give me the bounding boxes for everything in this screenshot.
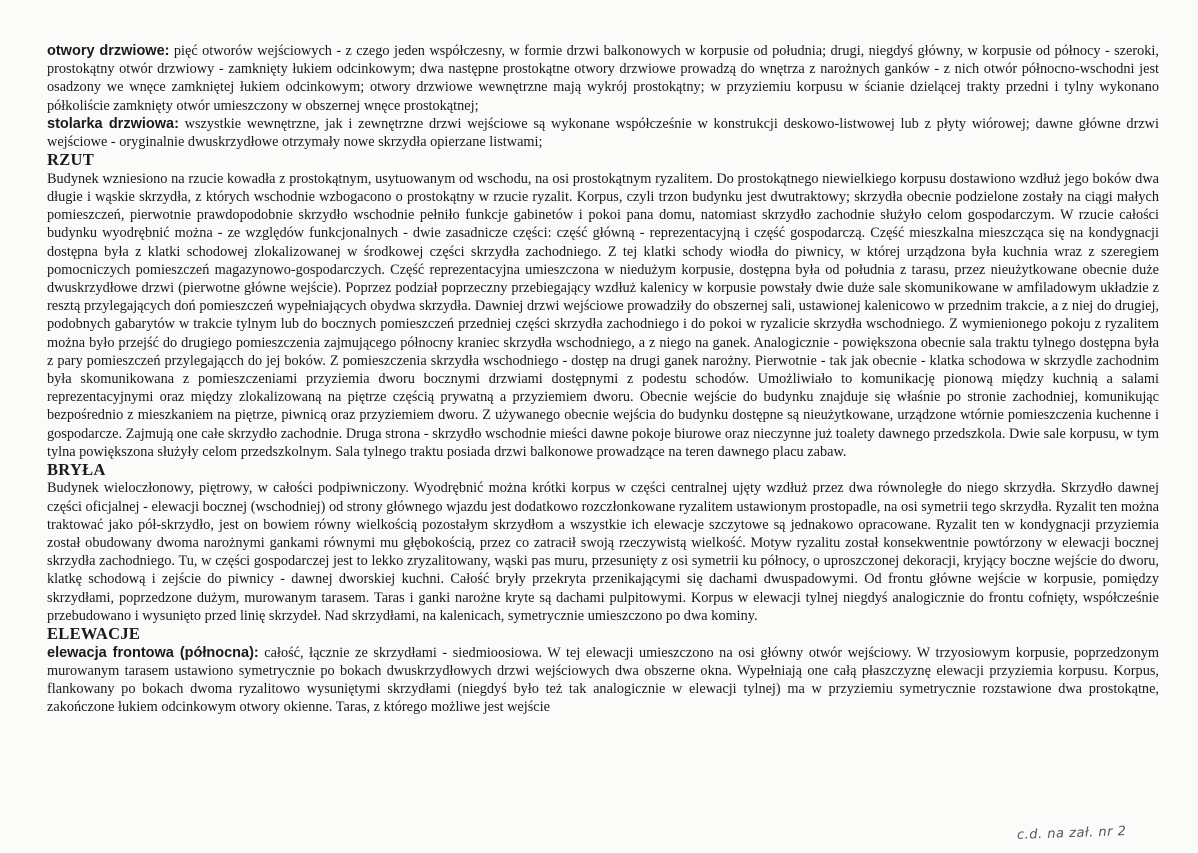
- document-body: [47, 42, 1159, 716]
- label-elewacja-frontowa: elewacja frontowa (północna):: [47, 644, 259, 661]
- label-otwory-drzwiowe: otwory drzwiowe:: [47, 43, 170, 59]
- text-stolarka-drzwiowa: wszystkie wewnętrzne, jak i zewnętrzne drzwi wejściowe są wykonane współcześnie w konstrukcji deskowo-listwowej lub z płyty wiórowej; dawne główne drzwi wejściowe - oryginalnie dwuskrzydłowe otrzymały nowe skrzydła opierzane listwami;: [47, 115, 1159, 151]
- paragraph-bryla: Budynek wieloczłonowy, piętrowy, w całości podpiwniczony. Wyodrębnić można krótki korpus w części centralnej ujęty wzdłuż przez dwa równoległe do niego skrzydła. Skrzydło dawnej części oficjalnej - elewacji bocznej (wschodniej) od strony głównego wjazdu jest dodatkowo rozczłonkowane ryzalitem ustawionym prostopadle, na osi symetrii tego skrzydła. Ryzalit ten można traktować jako pół-skrzydło, jest on bowiem równy wielkością pozostałym skrzydłom a wszystkie ich elewacje szczytowe są jednakowo opracowane. Ryzalit ten w kondygnacji przyziemia został obudowany dwoma narożnymi gankami równymi mu głębokością, przez co zatracił swoją rzeczywistą wielkość. Motyw ryzalitu został konsekwentnie powtórzony w elewacji bocznej skrzydła zachodniego. Tu, w części gospodarczej jest to lekko zryzalitowany, wąski pas muru, przesunięty z osi symetrii ku północy, o uproszczonej dekoracji, kryjący boczne wejście do dworu, klatkę schodową i zejście do piwnicy - dawnej dworskiej kuchni. Całość bryły przekryta przenikającymi się dachami dwuspadowymi. Od frontu główne wejście w korpusie, pomiędzy skrzydłami, poprzedzone dużym, murowanym tarasem. Taras i ganki narożne kryte są dachami pulpitowymi. Korpus w elewacji tylnej niegdyś analogicznie do frontu cofnięty, współcześnie przebudowano i wysunięto przed linię skrzydeł. Nad skrzydłami, na kalenicach, symetrycznie umieszczono po dwa kominy.: [47, 480, 1159, 624]
- heading-rzut: RZUT: [47, 150, 95, 170]
- paragraph-elewacja-frontowa: [47, 644, 1159, 717]
- paragraph-rzut: Budynek wzniesiono na rzucie kowadła z prostokątnym, usytuowanym od wschodu, na osi prostokątnym ryzalitem. Do prostokątnego niewielkiego korpusu dostawiono wzdłuż jego boków dwa długie i wąskie skrzydła, z których wschodnie wzbogacono o prostokątny w rzucie ryzalit. Korpus, czyli trzon budynku jest dwutraktowy; skrzydła obecnie podzielone zostały na ciągi małych pomieszczeń, pierwotnie prawdopodobnie skrzydło wschodnie pełniło funkcje gabinetów i pokoi pana domu, natomiast skrzydło zachodnie służyło celom gospodarczym. W rzucie całości budynku wyodrębnić można - ze względów funkcjonalnych - dwie zasadnicze części: część główną - reprezentacyjną i część gospodarczą. Część mieszkalna mieszcząca się na kondygnacji dostępna była z klatki schodowej zlokalizowanej w środkowej części skrzydła zachodniego. Z tej klatki schody wiodła do piwnicy, w której urządzona była kuchnia wraz z szeregiem pomocniczych pomieszczeń magazynowo-gospodarczych. Część reprezentacyjna umieszczona w niedużym korpusie, dostępna była od południa z tarasu, przez nieużytkowane obecnie duże dwuskrzydłowe drzwi (pierwotne główne wejście). Poprzez podział poprzeczny przebiegający wzdłuż kalenicy w korpusie powstały dwie duże sale skomunikowane w amfiladowym układzie z resztą przylegających doń pomieszczeń wypełniających obydwa skrzydła. Dawniej drzwi wejściowe prowadziły do obszernej sali, ustawionej kalenicowo w przednim trakcie, a z niej do drugiej, podobnych gabarytów w trakcie tylnym lub do bocznych pomieszczeń przedniej części skrzydła zachodniego i do pokoi w ryzalicie skrzydła wschodniego. Z wymienionego pokoju z ryzalitem można było przejść do drugiego pomieszczenia zajmującego północny kraniec skrzydła wschodniego, a z niego na ganek. Analogicznie - powiększona obecnie sala traktu tylnego dostępna była z pary pomieszczeń przylegającch do jej boków. Z pomieszczenia skrzydła wschodniego - dostęp na drugi ganek narożny. Pierwotnie - tak jak obecnie - klatka schodowa w skrzydle zachodnim była skomunikowana z pomieszczeniami przyziemia dworu bocznymi drzwiami dostępnymi z podestu schodów. Umożliwiało to komunikację pionową między kuchnią a salami reprezentacyjnymi oraz między zlokalizowaną na piętrze częścią prywatną a przyziemiem dworu. Obecnie wejście do budynku znajduje się właśnie po stronie zachodniej, komunikując bezpośrednio z mieszkaniem na piętrze, piwnicą oraz przyziemiem dworu. Z używanego obecnie wejścia do budynku dostępne są nieużytkowane, urządzone wtórnie pomieszczenia kuchenne i gospodarcze. Zajmują one całe skrzydło zachodnie. Druga strona - skrzydło wschodnie mieści dawne pokoje biurowe oraz nieczynne już toalety dawnego przedszkola. Dwie sale korpusu, w tym tylna powiększona służyły celom przedszkolnym. Sala tylnego traktu posiada drzwi balkonowe prowadzące na teren dawnego placu zabaw.: [47, 170, 1159, 460]
- paragraph-otwory-drzwiowe: [47, 42, 1159, 115]
- text-elewacja-frontowa: całość, łącznie ze skrzydłami - siedmioosiowa. W tej elewacji umieszczono na osi główny otwór wejściowy. W trzyosiowym korpusie, poprzedzonym murowanym tarasem ustawiono symetrycznie po bokach dwuskrzydłowych drzwi wejściowych dwa obszerne okna. Wypełniają one całą płaszczyznę elewacji przyziemia korpusu. Korpus, flankowany po bokach dwoma ryzalitowo wysuniętymi skrzydłami (niegdyś było też tak analogicznie w elewacji tylnej) ma w przyziemiu symetrycznie rozstawione dwa prostokątne, zakończone łukiem odcinkowym otwory okienne. Taras, z którego możliwe jest wejście: [47, 644, 1159, 716]
- text-otwory-drzwiowe: pięć otworów wejściowych - z czego jeden współczesny, w formie drzwi balkonowych w korpusie od południa; drugi, niegdyś główny, w korpusie od północy - szeroki, prostokątny otwór drzwiowy - zamknięty łukiem odcinkowym; dwa następne prostokątne otwory drzwiowe prowadzą do wnętrza z narożnych ganków - z nich otwór północno-wschodni jest osadzony we wnęce zamkniętej łukiem odcinkowym; otwory drzwiowe wewnętrzne mają wykrój prostokątny; w przyziemiu korpusu w ścianie dzielącej trakty przedni i tylny wykonano półkoliście zamknięty otwór umieszczony w obszernej wnęce prostokątnej;: [47, 43, 1159, 114]
- handwritten-continuation-note: c.d. na zał. nr 2: [1016, 824, 1127, 843]
- heading-bryla: BRYŁA: [47, 459, 106, 479]
- heading-elewacje: ELEWACJE: [47, 624, 141, 644]
- label-stolarka-drzwiowa: stolarka drzwiowa:: [47, 115, 179, 132]
- paragraph-stolarka-drzwiowa: [47, 115, 1159, 151]
